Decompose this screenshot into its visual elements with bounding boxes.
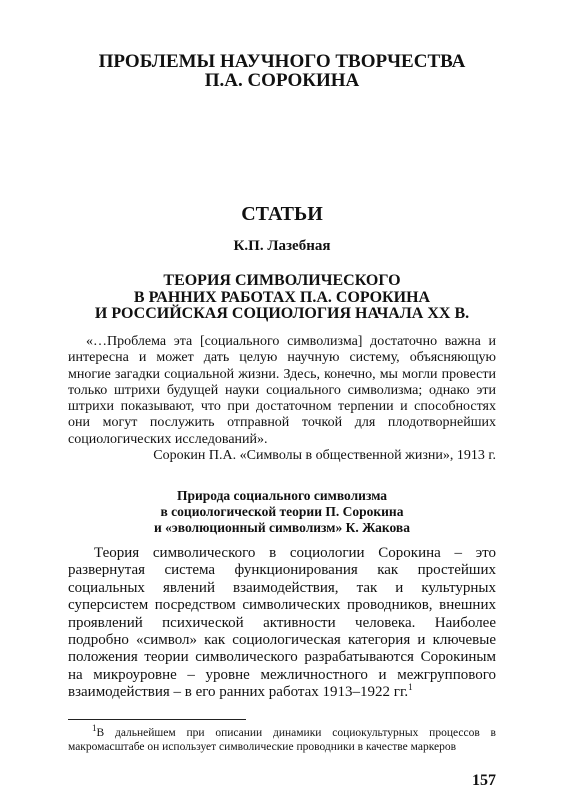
body-paragraph — [68, 545, 496, 702]
page-number: 157 — [472, 772, 496, 789]
footnote-reference[interactable]: 1 — [408, 682, 413, 693]
epigraph-quote: «…Проблема эта [социального символизма] достаточно важна и интересна и может дать целую научную систему, объясняющую многие загадки социальной жизни. Здесь, конечно, мы могли провести только штрихи будущей науки социального символизма; однако эти штрихи показывают, что при достаточном терпении и способностях они могут послужить отправной точкой для плодотворнейших социологических исследований». — [68, 334, 496, 447]
footnote-marker: 1 — [92, 723, 97, 734]
subheading-line-3: и «эволюционный символизм» К. Жакова — [154, 520, 410, 535]
article-title — [0, 273, 564, 323]
subheading-line-2: в социологической теории П. Сорокина — [160, 504, 404, 519]
body-paragraph-text: Теория символического в социологии Сорокина – это развернутая система функционирования как простейших социальных явлений взаимодействия, так и культурных суперсистем посредством символических проводников, внешних проявлений психической активности человека. Наиболее подробно «символ» как социологическая категория и ключевые положения теории символического разрабатываются Сорокиным на микроуровне – уровне межличностного и межгруппового взаимодействия – в его ранних работах 1913–1922 гг. — [68, 545, 496, 701]
epigraph-source: Сорокин П.А. «Символы в общественной жизни», 1913 г. — [153, 448, 496, 463]
body-text — [68, 545, 496, 702]
footnote-text: В дальнейшем при описании динамики социокультурных процессов в макромасштабе он использует символические проводники в качестве маркеров — [68, 727, 496, 753]
subheading-line-1: Природа социального символизма — [176, 488, 388, 503]
running-section-header — [0, 52, 564, 90]
article-title-line-2: В РАННИХ РАБОТАХ П.А. СОРОКИНА — [133, 288, 431, 306]
section-title: СТАТЬИ — [241, 203, 323, 225]
article-title-line-3: И РОССИЙСКАЯ СОЦИОЛОГИЯ НАЧАЛА XX В. — [94, 305, 470, 322]
article-title-line-1: ТЕОРИЯ СИМВОЛИЧЕСКОГО — [163, 272, 401, 289]
section-header-line-2: П.А. СОРОКИНА — [204, 70, 360, 91]
footnote — [68, 723, 496, 754]
section-subheading — [0, 488, 564, 536]
epigraph — [68, 334, 496, 448]
article-author: К.П. Лазебная — [233, 238, 331, 254]
section-header-line-1: ПРОБЛЕМЫ НАУЧНОГО ТВОРЧЕСТВА — [98, 51, 466, 72]
footnote-divider — [68, 719, 246, 720]
